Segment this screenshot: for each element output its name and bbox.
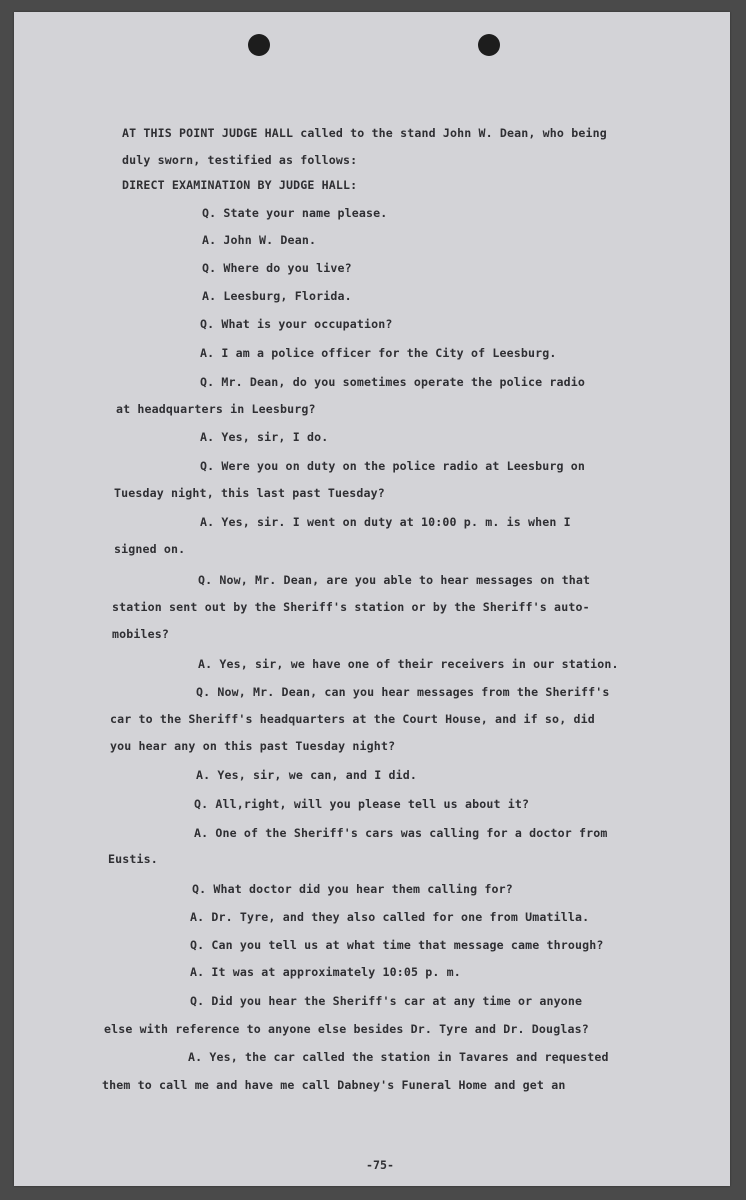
- text-line: Q. Where do you live?: [202, 261, 352, 275]
- text-line: Q. Mr. Dean, do you sometimes operate the police radio: [200, 375, 586, 389]
- text-line: A. I am a police officer for the City of Leesburg.: [200, 346, 557, 360]
- text-line: Q. State your name please.: [202, 206, 388, 220]
- text-line: Q. Did you hear the Sheriff's car at any time or anyone: [190, 994, 583, 1008]
- text-line: at headquarters in Leesburg?: [116, 402, 316, 416]
- text-line: A. Dr. Tyre, and they also called for one from Umatilla.: [190, 910, 590, 924]
- text-line: A. Yes, sir, I do.: [200, 430, 329, 444]
- text-line: A. John W. Dean.: [202, 233, 317, 247]
- binder-hole-right: [478, 34, 500, 56]
- page-number: -75-: [366, 1158, 394, 1172]
- text-line: station sent out by the Sheriff's station or by the Sheriff's auto-: [112, 600, 590, 614]
- text-line: Q. Were you on duty on the police radio at Leesburg on: [200, 459, 586, 473]
- binder-hole-left: [248, 34, 270, 56]
- text-line: A. It was at approximately 10:05 p. m.: [190, 965, 461, 979]
- text-line: A. One of the Sheriff's cars was calling for a doctor from: [194, 826, 608, 840]
- text-line: Tuesday night, this last past Tuesday?: [114, 486, 385, 500]
- text-line: A. Yes, sir, we can, and I did.: [196, 768, 418, 782]
- text-line: them to call me and have me call Dabney's Funeral Home and get an: [102, 1078, 566, 1092]
- text-line: mobiles?: [112, 627, 170, 641]
- text-line: AT THIS POINT JUDGE HALL called to the stand John W. Dean, who being: [122, 126, 607, 140]
- text-line: A. Yes, sir. I went on duty at 10:00 p. m. is when I: [200, 515, 571, 529]
- text-line: A. Yes, the car called the station in Tavares and requested: [188, 1050, 609, 1064]
- text-line: else with reference to anyone else besides Dr. Tyre and Dr. Douglas?: [104, 1022, 589, 1036]
- text-line: car to the Sheriff's headquarters at the Court House, and if so, did: [110, 712, 595, 726]
- text-line: signed on.: [114, 542, 186, 556]
- document-page: [14, 12, 730, 1186]
- text-line: Q. All,right, will you please tell us about it?: [194, 797, 530, 811]
- text-line: you hear any on this past Tuesday night?: [110, 739, 396, 753]
- text-line: Q. What is your occupation?: [200, 317, 393, 331]
- text-line: DIRECT EXAMINATION BY JUDGE HALL:: [122, 178, 358, 192]
- text-line: Q. Now, Mr. Dean, can you hear messages from the Sheriff's: [196, 685, 610, 699]
- text-line: A. Yes, sir, we have one of their receivers in our station.: [198, 657, 619, 671]
- text-line: Q. What doctor did you hear them calling for?: [192, 882, 513, 896]
- text-line: Eustis.: [108, 852, 158, 866]
- text-line: Q. Now, Mr. Dean, are you able to hear messages on that: [198, 573, 591, 587]
- text-line: Q. Can you tell us at what time that message came through?: [190, 938, 604, 952]
- text-line: A. Leesburg, Florida.: [202, 289, 352, 303]
- text-line: duly sworn, testified as follows:: [122, 153, 358, 167]
